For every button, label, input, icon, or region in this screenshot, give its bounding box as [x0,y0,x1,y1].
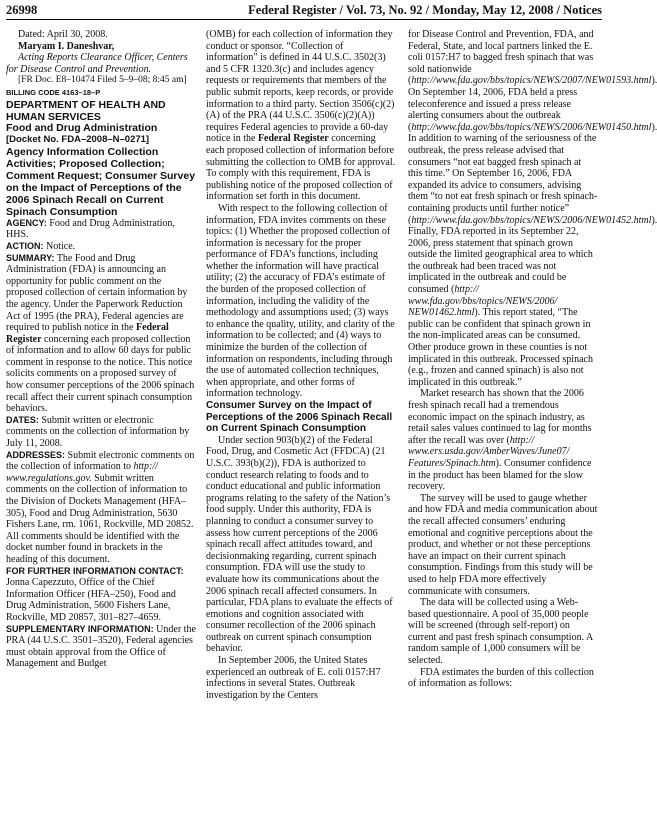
data-collection-paragraph: The data will be collected using a Web-based questionnaire. A pool of 35,000 people will be screened (through self-report) on current and past fresh spinach consumption. A random sample of 1,000 consumers will be selected. [408,597,593,667]
fda-link-2[interactable]: http://www.fda.gov/bbs/topics/NEWS/2006/NEW01450.html [411,121,652,133]
recall-history-paragraph: for Disease Control and Prevention, FDA, and Federal, State, and local partners linked the E. coli 0157:H7 to bagged fresh spinach that was sold nationwide (http://www.fda.gov/bbs/topics/NEWS/2007/NEW01593.html). On September 14, 2006, FDA held a press teleconference and issued a press release alerting consumers about the outbreak (http://www.fda.gov/bbs/topics/NEWS/2006/NEW01450.html). In addition to warning of the seriousness of the outbreak, the press release advised that consumers “not eat bagged fresh spinach at this time.” On September 16, 2006, FDA expanded its advice to consumers, advising them “to not eat fresh spinach or fresh spinach-containing products until further notice” (http://www.fda.gov/bbs/topics/NEWS/2006/NEW01452.html). Finally, FDA reported in its September 22, 2006, press statement that spinach grown outside the limited geographical area to which the outbreak had been traced was not implicated in the outbreak and could be consumed (http:// www.fda.gov/bbs/topics/NEWS/2006/ NEW01462.html). This report stated, “The public can be confident that spinach grown in the non-implicated areas can be consumed. Other produce grown in these counties is not implicated in this outbreak. Processed spinach (e.g., frozen and canned spinach) is also not implicated in this outbreak.” [408,29,657,388]
header-rule [6,19,602,20]
regulations-link[interactable]: http:// www.regulations.gov. [6,461,158,484]
omb-paragraph: (OMB) for each collection of information they conduct or sponsor. “Collection of information” is defined in 44 U.S.C. 3502(3) and 5 CFR 1320.3(c) and includes agency requests or requirements that members of the public submit reports, keep records, or provide information to a third party. Section 3506(c)(2)(A) of the PRA (44 U.S.C. 3506(c)(2)(A)) requires Federal agencies to provide a 60-day notice in the Federal Register concerning each proposed collection of information before submitting the collection to OMB for approval. To comply with this requirement, FDA is publishing notice of the proposed collection of information set forth in this document. [206,29,396,203]
contact-section: FOR FURTHER INFORMATION CONTACT: Jonna Capezzuto, Office of the Chief Information Officer (HFA–250), Food and Drug Administration, 5600 Fishers Lane, Rockville, MD 20857, 301–827–4659. [6,565,184,623]
addresses-section: ADDRESSES: Submit electronic comments on the collection of information to http:// www.regulations.gov. Submit written comments on the collection of information to the Division of Dockets Management (HFA–305), Food and Drug Administration, 5630 Fishers Lane, rm. 1061, Rockville, MD 20852. All comments should be identified with the docket number found in brackets in the heading of this document. [6,449,195,565]
fda-link-1[interactable]: http://www.fda.gov/bbs/topics/NEWS/2007/NEW01593.html [411,75,652,87]
fda-link-3[interactable]: http://www.fda.gov/bbs/topics/NEWS/2006/NEW01452.html [411,214,652,226]
billing-code: BILLING CODE 4163–18–P [6,87,101,97]
subagency-heading: Food and Drug Administration [6,121,158,134]
survey-purpose-paragraph: The survey will be used to gauge whether and how FDA and media communication about the recall affected consumers’ enduring emotional and cognitive perceptions about the product, and whether or not these perceptions have an impact on their current spinach consumption. Findings from this study will be used to help FDA more effectively communicate with consumers. [408,492,598,597]
agency-heading: DEPARTMENT OF HEALTH AND HUMAN SERVICES [6,98,166,123]
docket-number: [Docket No. FDA–2008–N–0271] [6,134,150,146]
column-1 [6,29,196,670]
column-3 [408,29,657,690]
page-header [6,3,602,18]
burden-estimate-paragraph: FDA estimates the burden of this collection of information as follows: [408,666,594,690]
agency-section: AGENCY: Food and Drug Administration, HHS. [6,217,175,241]
running-title: Federal Register / Vol. 73, No. 92 / Monday, May 12, 2008 / Notices [248,3,602,17]
supplementary-section: SUPPLEMENTARY INFORMATION: Under the PRA (44 U.S.C. 3501–3520), Federal agencies must obtain approval from the Office of Management and Budget [6,623,196,670]
authority-paragraph: Under section 903(b)(2) of the Federal Food, Drug, and Cosmetic Act (FFDCA) (21 U.S.C. 393(b)(2)), FDA is authorized to conduct research relating to foods and to conduct educational and public information programs relating to the safety of the Nation’s food supply. Under this authority, FDA is planning to conduct a consumer survey to assess how current perceptions of the 2006 spinach recall affect attitudes toward, and decisionmaking regarding, current spinach consumption. FDA will use the study to evaluate how its communications about the 2006 spinach recall affected consumers. In particular, FDA plans to evaluate the effects of emotions and cognition associated with consumer recollection of the 2006 spinach outbreak on current spinach consumption behavior. [206,434,393,655]
fda-link-4[interactable]: http:// www.fda.gov/bbs/topics/NEWS/2006/ NEW01462.html [408,284,558,319]
outbreak-paragraph: In September 2006, the United States experienced an outbreak of E. coli 0157:H7 infections in several States. Outbreak investigation by the Centers [206,655,381,701]
fr-doc-line: [FR Doc. E8–10474 Filed 5–9–08; 8:45 am] [18,75,187,86]
column-2 [206,29,396,701]
dates-section: DATES: Submit written or electronic comments on the collection of information by July 11, 2008. [6,414,190,450]
action-section: ACTION: Notice. [6,240,76,252]
summary-section: SUMMARY: The Food and Drug Administration (FDA) is announcing an opportunity for public comment on the proposed collection of certain information by the agency. Under the Paperwork Reduction Act of 1995 (the PRA), Federal agencies are required to publish notice in the Federal Register concerning each proposed collection of information and to allow 60 days for public comment in response to the notice. This notice solicits comments on a proposed survey of how consumer perceptions of the 2006 spinach recall affect their current spinach consumption behaviors. [6,252,195,415]
document-title: Agency Information Collection Activities; Proposed Collection; Comment Request; Consumer Survey on the Impact of Perceptions of the 2006 Spinach Recall on Current Spinach Consumption [6,145,196,218]
usda-link[interactable]: http:// www.ers.usda.gov/AmberWaves/June07/ Features/Spinach.htm [408,434,570,469]
dated-line: Dated: April 30, 2008. [18,29,108,40]
signer-title: Acting Reports Clearance Officer, Centers for Disease Control and Prevention. [6,52,188,75]
signer-name: Maryam I. Daneshvar, [18,40,115,52]
page-number: 26998 [6,3,38,17]
market-research-paragraph: Market research has shown that the 2006 fresh spinach recall had a tremendous economic impact on the spinach industry, as retail sales values continued to lag for months after the recall was over (http:// www.ers.usda.gov/AmberWaves/June07/ Features/Spinach.htm). Consumer confidence in the product has been blamed for the slow recovery. [408,388,592,493]
survey-subheading: Consumer Survey on the Impact of Perceptions of the 2006 Spinach Recall on Current Spinach Consumption [206,400,393,435]
comments-paragraph: With respect to the following collection of information, FDA invites comments on these topics: (1) Whether the proposed collection of information is necessary for the proper performance of FDA’s functions, including whether the information will have practical utility; (2) the accuracy of FDA’s estimate of the burden of the proposed collection of information, including the validity of the methodology and assumptions used; (3) ways to enhance the quality, utility, and clarity of the information to be collected; and (4) ways to minimize the burden of the collection of information on respondents, including through the use of automated collection techniques, when appropriate, and other forms of information technology. [206,202,395,400]
